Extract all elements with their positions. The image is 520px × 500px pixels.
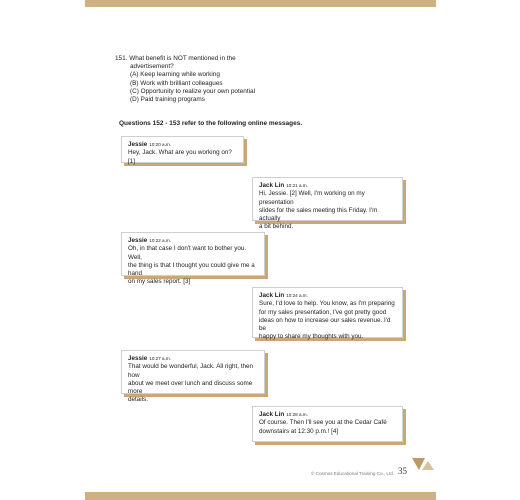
message-line: Oh, in that case I don't want to bother you. Well, [128, 245, 247, 261]
top-decorative-band [85, 0, 436, 7]
message-line: ideas on how to increase our sales revenue. I'd be [259, 316, 391, 333]
message-line: details. [128, 396, 148, 404]
page-number: 35 [398, 466, 407, 476]
message-line: a bit behind. [259, 223, 294, 231]
sender-name: Jack Lin [259, 182, 285, 189]
message-bubble [121, 350, 265, 404]
message-bubble [121, 232, 265, 286]
message-line: Sure, I'd love to help. You know, as I'm preparing [259, 300, 395, 308]
sender-name: Jack Lin [259, 411, 285, 418]
sender-name: Jessie [128, 355, 148, 362]
sender-name: Jessie [128, 141, 148, 148]
message-time: 10:20 a.m. [149, 142, 171, 147]
option-a: (A) Keep learning while working [130, 71, 220, 79]
question-151 [115, 55, 255, 104]
message-line: Hey, Jack. What are you working on? [1] [128, 149, 232, 165]
message-line: slides for the sales meeting this Friday. I'm actually [259, 206, 378, 223]
message-line: downstairs at 12:30 p.m.! [4] [259, 427, 339, 435]
section-heading: Questions 152 - 153 refer to the following online messages. [119, 120, 303, 127]
message-line: on my sales report. [3] [128, 278, 191, 286]
message-line: happy to share my thoughts with you. [259, 333, 364, 341]
message-bubble [252, 406, 403, 442]
message-time: 10:21 a.m. [286, 183, 308, 188]
message-time: 10:27 a.m. [149, 356, 171, 361]
option-b: (B) Work with brilliant colleagues [130, 79, 223, 87]
sender-name: Jessie [128, 237, 148, 244]
message-bubble [121, 136, 244, 163]
message-line: Hi, Jessie. [2] Well, I'm working on my presentation [259, 190, 365, 206]
message-line: Of course. Then I'll see you at the Cedar Café [259, 419, 387, 427]
question-151-stem-line2: advertisement? [130, 63, 174, 71]
option-c: (C) Opportunity to realize your own potential [130, 87, 256, 95]
copyright-text: © Cosmos Educational Training Co., Ltd. [311, 471, 395, 476]
message-time: 10:28 a.m. [286, 412, 308, 417]
bottom-decorative-band [85, 492, 436, 500]
message-time: 10:22 a.m. [149, 238, 171, 243]
message-line: about we meet over lunch and discuss some more [128, 379, 253, 396]
question-151-stem-line1: 151. What benefit is NOT mentioned in the [115, 55, 236, 62]
sender-name: Jack Lin [259, 292, 285, 299]
message-time: 10:24 a.m. [286, 293, 308, 298]
message-bubble [252, 177, 403, 231]
option-d: (D) Paid training programs [130, 96, 205, 104]
message-line: for my sales presentation, I've got pretty good [259, 308, 387, 316]
message-line: the thing is that I thought you could give me a hand [128, 261, 255, 278]
message-line: That would be wonderful, Jack. All right, then how [128, 363, 253, 379]
publisher-triangles-logo-icon [412, 458, 436, 470]
message-bubble [252, 287, 403, 341]
